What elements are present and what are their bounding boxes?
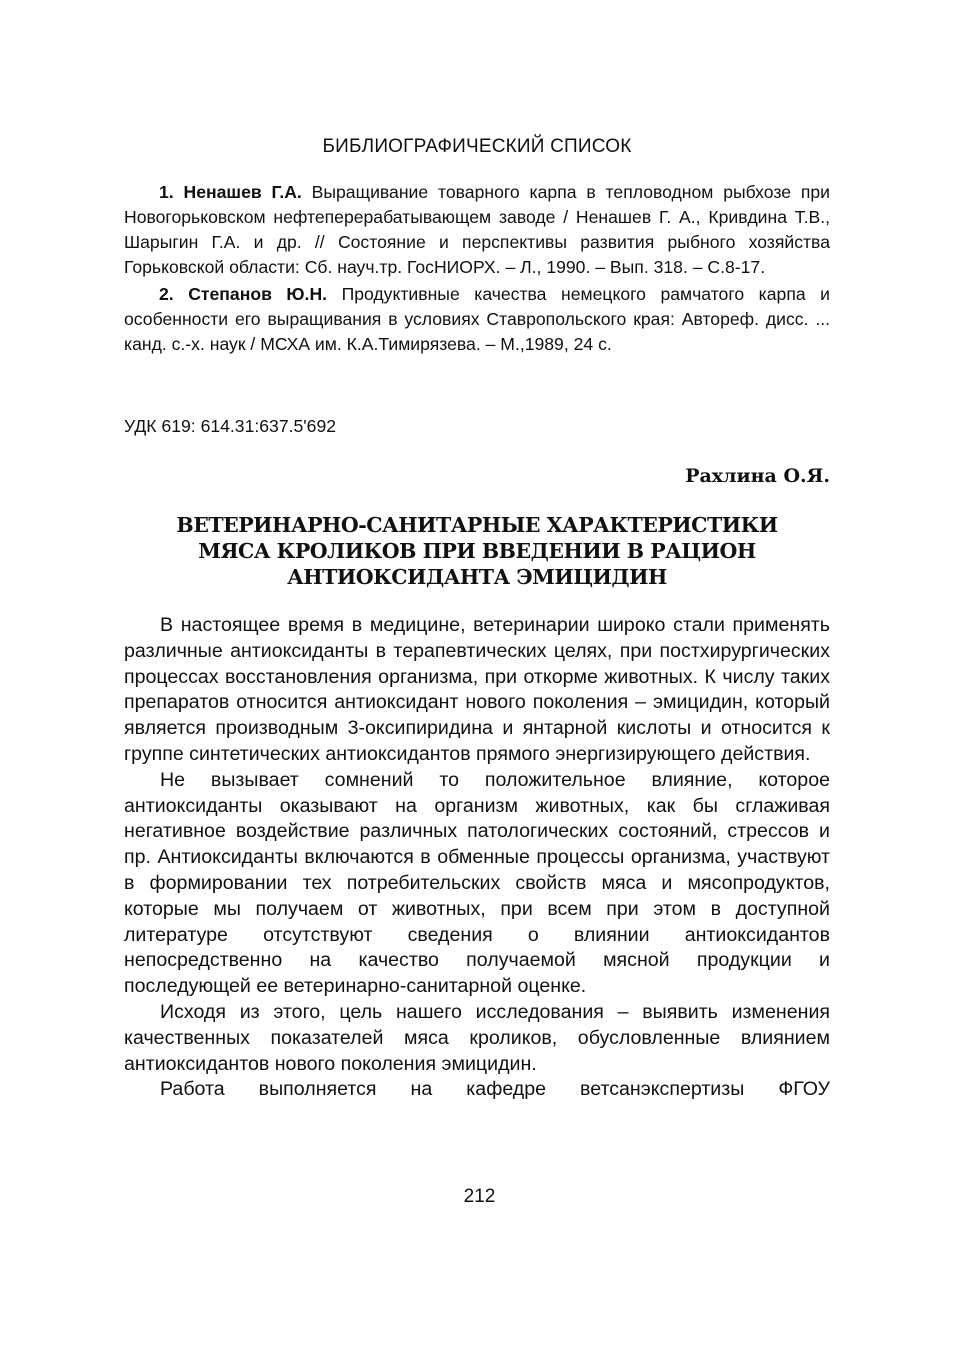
udk-code: УДК 619: 614.31:637.5'692	[124, 416, 337, 436]
bibliography-list	[124, 180, 830, 359]
bibliography-item	[124, 282, 830, 357]
article-title-line: МЯСА КРОЛИКОВ ПРИ ВВЕДЕНИИ В РАЦИОН	[198, 539, 756, 563]
bibliography-item-author: 1. Ненашев Г.А.	[159, 182, 302, 202]
bibliography-item	[124, 180, 830, 280]
bibliography-item-text: Выращивание товарного карпа в тепловодном рыбхозе при Новогорьковском нефтеперерабатывающем заводе / Ненашев Г. А., Кривдина Т.В., Шарыгин Г.А. и др. // Состояние и перспективы развития рыбного хозяйства Горьковской области: Сб. науч.тр. ГосНИОРХ. – Л., 1990. – Вып. 318. – С.8-17.	[124, 182, 830, 277]
article-title	[124, 512, 830, 590]
body-paragraph: Работа выполняется на кафедре ветсанэкспертизы ФГОУ	[160, 1078, 830, 1101]
bibliography-item-author: 2. Степанов Ю.Н.	[159, 284, 328, 304]
body-paragraph: Исходя из этого, цель нашего исследования – выявить изменения качественных показателей мяса кроликов, обусловленные влиянием антиоксидантов нового поколения эмицидин.	[124, 1000, 830, 1075]
body-paragraph: Не вызывает сомнений то положительное влияние, которое антиоксиданты оказывают на организм животных, как бы сглаживая негативное воздействие различных патологических состояний, стрессов и пр. Антиоксиданты включаются в обменные процессы организма, участвуют в формировании тех потребительских свойств мяса и мясопродуктов, которые мы получаем от животных, при всем при этом в доступной литературе отсутствуют сведения о влиянии антиоксидантов непосредственно на качество получаемой мясной продукции и последующей ее ветеринарно-санитарной оценке.	[124, 768, 830, 998]
bibliography-item-text: Продуктивные качества немецкого рамчатого карпа и особенности его выращивания в условиях Ставропольского края: Автореф. дисс. ... канд. с.-х. наук / МСХА им. К.А.Тимирязева. – М.,1989, 24 с.	[124, 284, 830, 354]
bibliography-heading: БИБЛИОГРАФИЧЕСКИЙ СПИСОК	[322, 136, 632, 157]
article-body	[124, 613, 830, 1103]
article-author: Рахлина О.Я.	[685, 465, 830, 487]
page-number: 212	[463, 1186, 496, 1207]
body-paragraph: В настоящее время в медицине, ветеринарии широко стали применять различные антиоксиданты в терапевтических целях, при постхирургических процессах восстановления организма, при откорме животных. К числу таких препаратов относится антиоксидант нового поколения – эмицидин, который является производным 3-оксипиридина и янтарной кислоты и относится к группе синтетических антиоксидантов прямого энергизирующего действия.	[124, 614, 830, 765]
article-title-line: ВЕТЕРИНАРНО-САНИТАРНЫЕ ХАРАКТЕРИСТИКИ	[176, 513, 778, 537]
article-title-line: АНТИОКСИДАНТА ЭМИЦИДИН	[287, 565, 667, 589]
